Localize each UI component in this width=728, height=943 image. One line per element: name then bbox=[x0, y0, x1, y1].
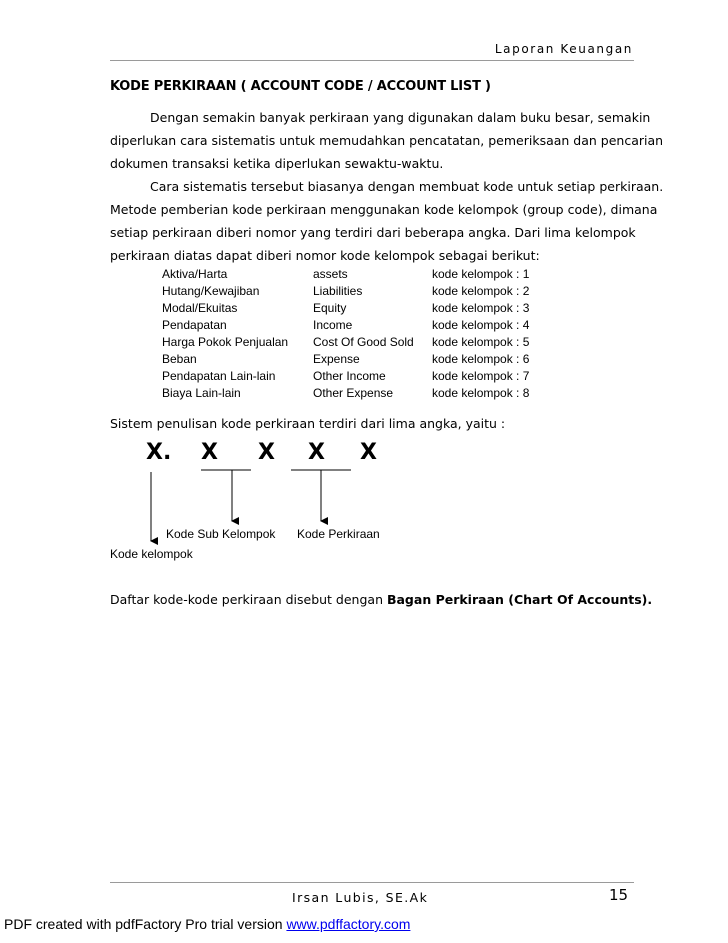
paragraph-line: Metode pemberian kode perkiraan menggunakan kode kelompok (group code), dimana bbox=[110, 202, 658, 217]
footer-author: Irsan Lubis, SE.Ak bbox=[292, 890, 429, 905]
pdf-note-text: PDF created with pdfFactory Pro trial version bbox=[4, 916, 287, 932]
group-code: kode kelompok : 3 bbox=[432, 301, 530, 315]
code-system-intro: Sistem penulisan kode perkiraan terdiri dari lima angka, yaitu : bbox=[110, 416, 506, 431]
group-code: kode kelompok : 2 bbox=[432, 284, 530, 298]
group-english: Other Expense bbox=[313, 386, 394, 400]
group-name: Biaya Lain-lain bbox=[162, 386, 241, 400]
code-digit: X bbox=[201, 440, 218, 465]
paragraph-line: diperlukan cara sistematis untuk memudahkan pencatatan, pemeriksaan dan pencarian bbox=[110, 133, 664, 148]
group-code: kode kelompok : 4 bbox=[432, 318, 530, 332]
group-name: Hutang/Kewajiban bbox=[162, 284, 260, 298]
group-english: Liabilities bbox=[313, 284, 363, 298]
group-code: kode kelompok : 7 bbox=[432, 369, 530, 383]
group-english: Equity bbox=[313, 301, 347, 315]
pdffactory-link[interactable]: www.pdffactory.com bbox=[286, 916, 411, 932]
group-name: Aktiva/Harta bbox=[162, 267, 228, 281]
paragraph-line: Dengan semakin banyak perkiraan yang digunakan dalam buku besar, semakin bbox=[150, 110, 651, 125]
code-digit-group: X. bbox=[146, 440, 172, 465]
group-english: assets bbox=[313, 267, 348, 281]
group-code: kode kelompok : 5 bbox=[432, 335, 530, 349]
account-code-label: Kode Perkiraan bbox=[297, 527, 380, 541]
code-digit: X bbox=[360, 440, 377, 465]
closing-sentence bbox=[110, 592, 652, 607]
paragraph-line: setiap perkiraan diberi nomor yang terdiri dari beberapa angka. Dari lima kelompok bbox=[110, 225, 636, 240]
section-title: KODE PERKIRAAN ( ACCOUNT CODE / ACCOUNT LIST ) bbox=[110, 79, 491, 94]
pdf-creator-note bbox=[4, 916, 410, 932]
header-title: Laporan Keuangan bbox=[494, 42, 633, 56]
group-name: Pendapatan Lain-lain bbox=[162, 369, 276, 383]
group-name: Harga Pokok Penjualan bbox=[162, 335, 289, 349]
group-english: Cost Of Good Sold bbox=[313, 335, 414, 349]
paragraph-line: dokumen transaksi ketika diperlukan sewaktu-waktu. bbox=[110, 156, 444, 171]
group-name: Beban bbox=[162, 352, 197, 366]
group-name: Pendapatan bbox=[162, 318, 227, 332]
group-name: Modal/Ekuitas bbox=[162, 301, 238, 315]
closing-text: Daftar kode-kode perkiraan disebut dengan bbox=[110, 592, 387, 607]
group-code: kode kelompok : 8 bbox=[432, 386, 530, 400]
code-digit: X bbox=[308, 440, 325, 465]
page-number: 15 bbox=[609, 886, 629, 904]
paragraph-line: perkiraan diatas dapat diberi nomor kode kelompok sebagai berikut: bbox=[110, 248, 540, 263]
group-english: Expense bbox=[313, 352, 360, 366]
group-code: kode kelompok : 1 bbox=[432, 267, 530, 281]
footer-rule bbox=[110, 882, 634, 883]
closing-bold: Bagan Perkiraan (Chart Of Accounts). bbox=[386, 592, 653, 607]
group-code: kode kelompok : 6 bbox=[432, 352, 530, 366]
code-digit: X bbox=[258, 440, 275, 465]
sub-group-label: Kode Sub Kelompok bbox=[166, 527, 276, 541]
paragraph-line: Cara sistematis tersebut biasanya dengan membuat kode untuk setiap perkiraan. bbox=[150, 179, 664, 194]
group-english: Other Income bbox=[313, 369, 386, 383]
group-english: Income bbox=[313, 318, 353, 332]
group-code-label: Kode kelompok bbox=[110, 547, 193, 561]
